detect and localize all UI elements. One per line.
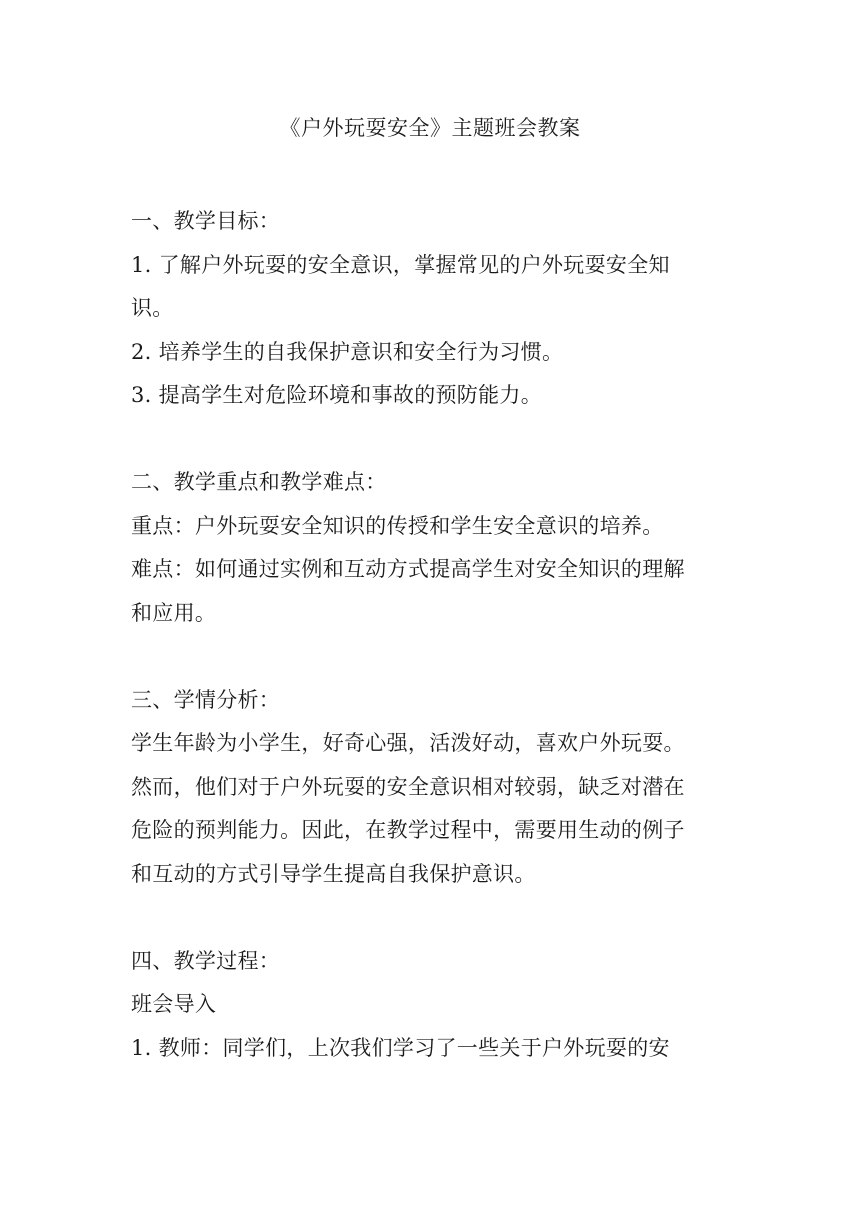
section-heading-key-points: 二、教学重点和教学难点： xyxy=(131,470,387,494)
paragraph-line: 难点：如何通过实例和互动方式提高学生对安全知识的理解 xyxy=(131,557,685,581)
section-heading-process: 四、教学过程： xyxy=(131,948,281,973)
paragraph-line: 重点：户外玩耍安全知识的传授和学生安全意识的培养。 xyxy=(131,513,664,538)
document-body xyxy=(131,200,731,1070)
paragraph-line: 和互动的方式引导学生提高自我保护意识。 xyxy=(131,861,536,886)
section-heading-objectives: 一、教学目标： xyxy=(131,209,281,233)
section-heading-analysis: 三、学情分析： xyxy=(131,687,281,712)
paragraph-line: 班会导入 xyxy=(131,992,217,1016)
paragraph-line: 3. 提高学生对危险环境和事故的预防能力。 xyxy=(131,383,543,407)
paragraph-line: 识。 xyxy=(131,296,174,320)
paragraph-line: 2. 培养学生的自我保护意识和安全行为习惯。 xyxy=(131,339,564,364)
paragraph-line: 1. 了解户外玩耍的安全意识，掌握常见的户外玩耍安全知 xyxy=(131,252,670,277)
blank-line xyxy=(131,418,731,462)
paragraph-line: 学生年龄为小学生，好奇心强，活泼好动，喜欢户外玩耍。 xyxy=(131,731,685,755)
blank-line xyxy=(131,896,731,940)
paragraph-line: 和应用。 xyxy=(131,600,217,625)
paragraph-line: 然而，他们对于户外玩耍的安全意识相对较弱，缺乏对潜在 xyxy=(131,774,685,799)
paragraph-line: 1. 教师：同学们，上次我们学习了一些关于户外玩耍的安 xyxy=(131,1035,670,1060)
blank-line xyxy=(131,635,731,679)
paragraph-line: 危险的预判能力。因此，在教学过程中，需要用生动的例子 xyxy=(131,818,685,842)
document-title: 《户外玩耍安全》主题班会教案 xyxy=(279,116,581,140)
